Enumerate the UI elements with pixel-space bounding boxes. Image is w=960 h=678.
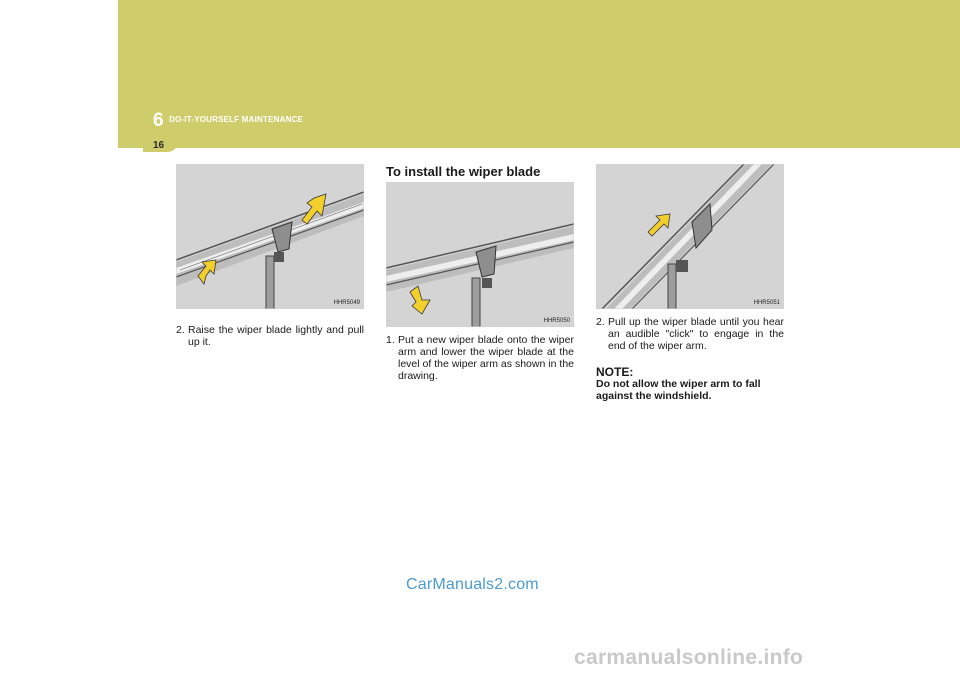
figure-engage-wiper xyxy=(596,164,784,309)
section-title: DO-IT-YOURSELF MAINTENANCE xyxy=(169,115,304,124)
step-text: Raise the wiper blade lightly and pull up it. xyxy=(188,324,364,348)
header-band xyxy=(118,0,960,148)
page-number: 16 xyxy=(153,140,165,151)
note-label: NOTE: xyxy=(596,365,634,379)
step-raise-blade xyxy=(176,324,364,348)
step-pull-blade xyxy=(596,316,784,352)
figure-code: HHR5051 xyxy=(753,300,780,306)
section-number: 6 xyxy=(153,110,164,131)
wiper-illustration-2 xyxy=(386,182,574,327)
figure-install-wiper xyxy=(386,182,574,327)
step-number: 1. xyxy=(386,334,395,346)
note-text: Do not allow the wiper arm to fall against the windshield. xyxy=(596,378,761,402)
step-number: 2. xyxy=(176,324,185,336)
wiper-illustration-1 xyxy=(176,164,364,309)
install-heading: To install the wiper blade xyxy=(386,164,541,179)
watermark-footer[interactable]: carmanualsonline.info xyxy=(574,646,804,669)
step-text: Put a new wiper blade onto the wiper arm and lower the wiper blade at the level of the wiper arm as shown in the drawing. xyxy=(398,334,574,382)
step-put-blade xyxy=(386,334,574,382)
wiper-illustration-3 xyxy=(596,164,784,309)
figure-code: HHR5050 xyxy=(543,318,570,324)
figure-raise-wiper xyxy=(176,164,364,309)
watermark-link[interactable]: CarManuals2.com xyxy=(406,576,539,593)
figure-code: HHR5049 xyxy=(333,300,360,306)
step-number: 2. xyxy=(596,316,605,328)
step-text: Pull up the wiper blade until you hear an audible "click" to engage in the end of the wiper arm. xyxy=(608,316,784,352)
